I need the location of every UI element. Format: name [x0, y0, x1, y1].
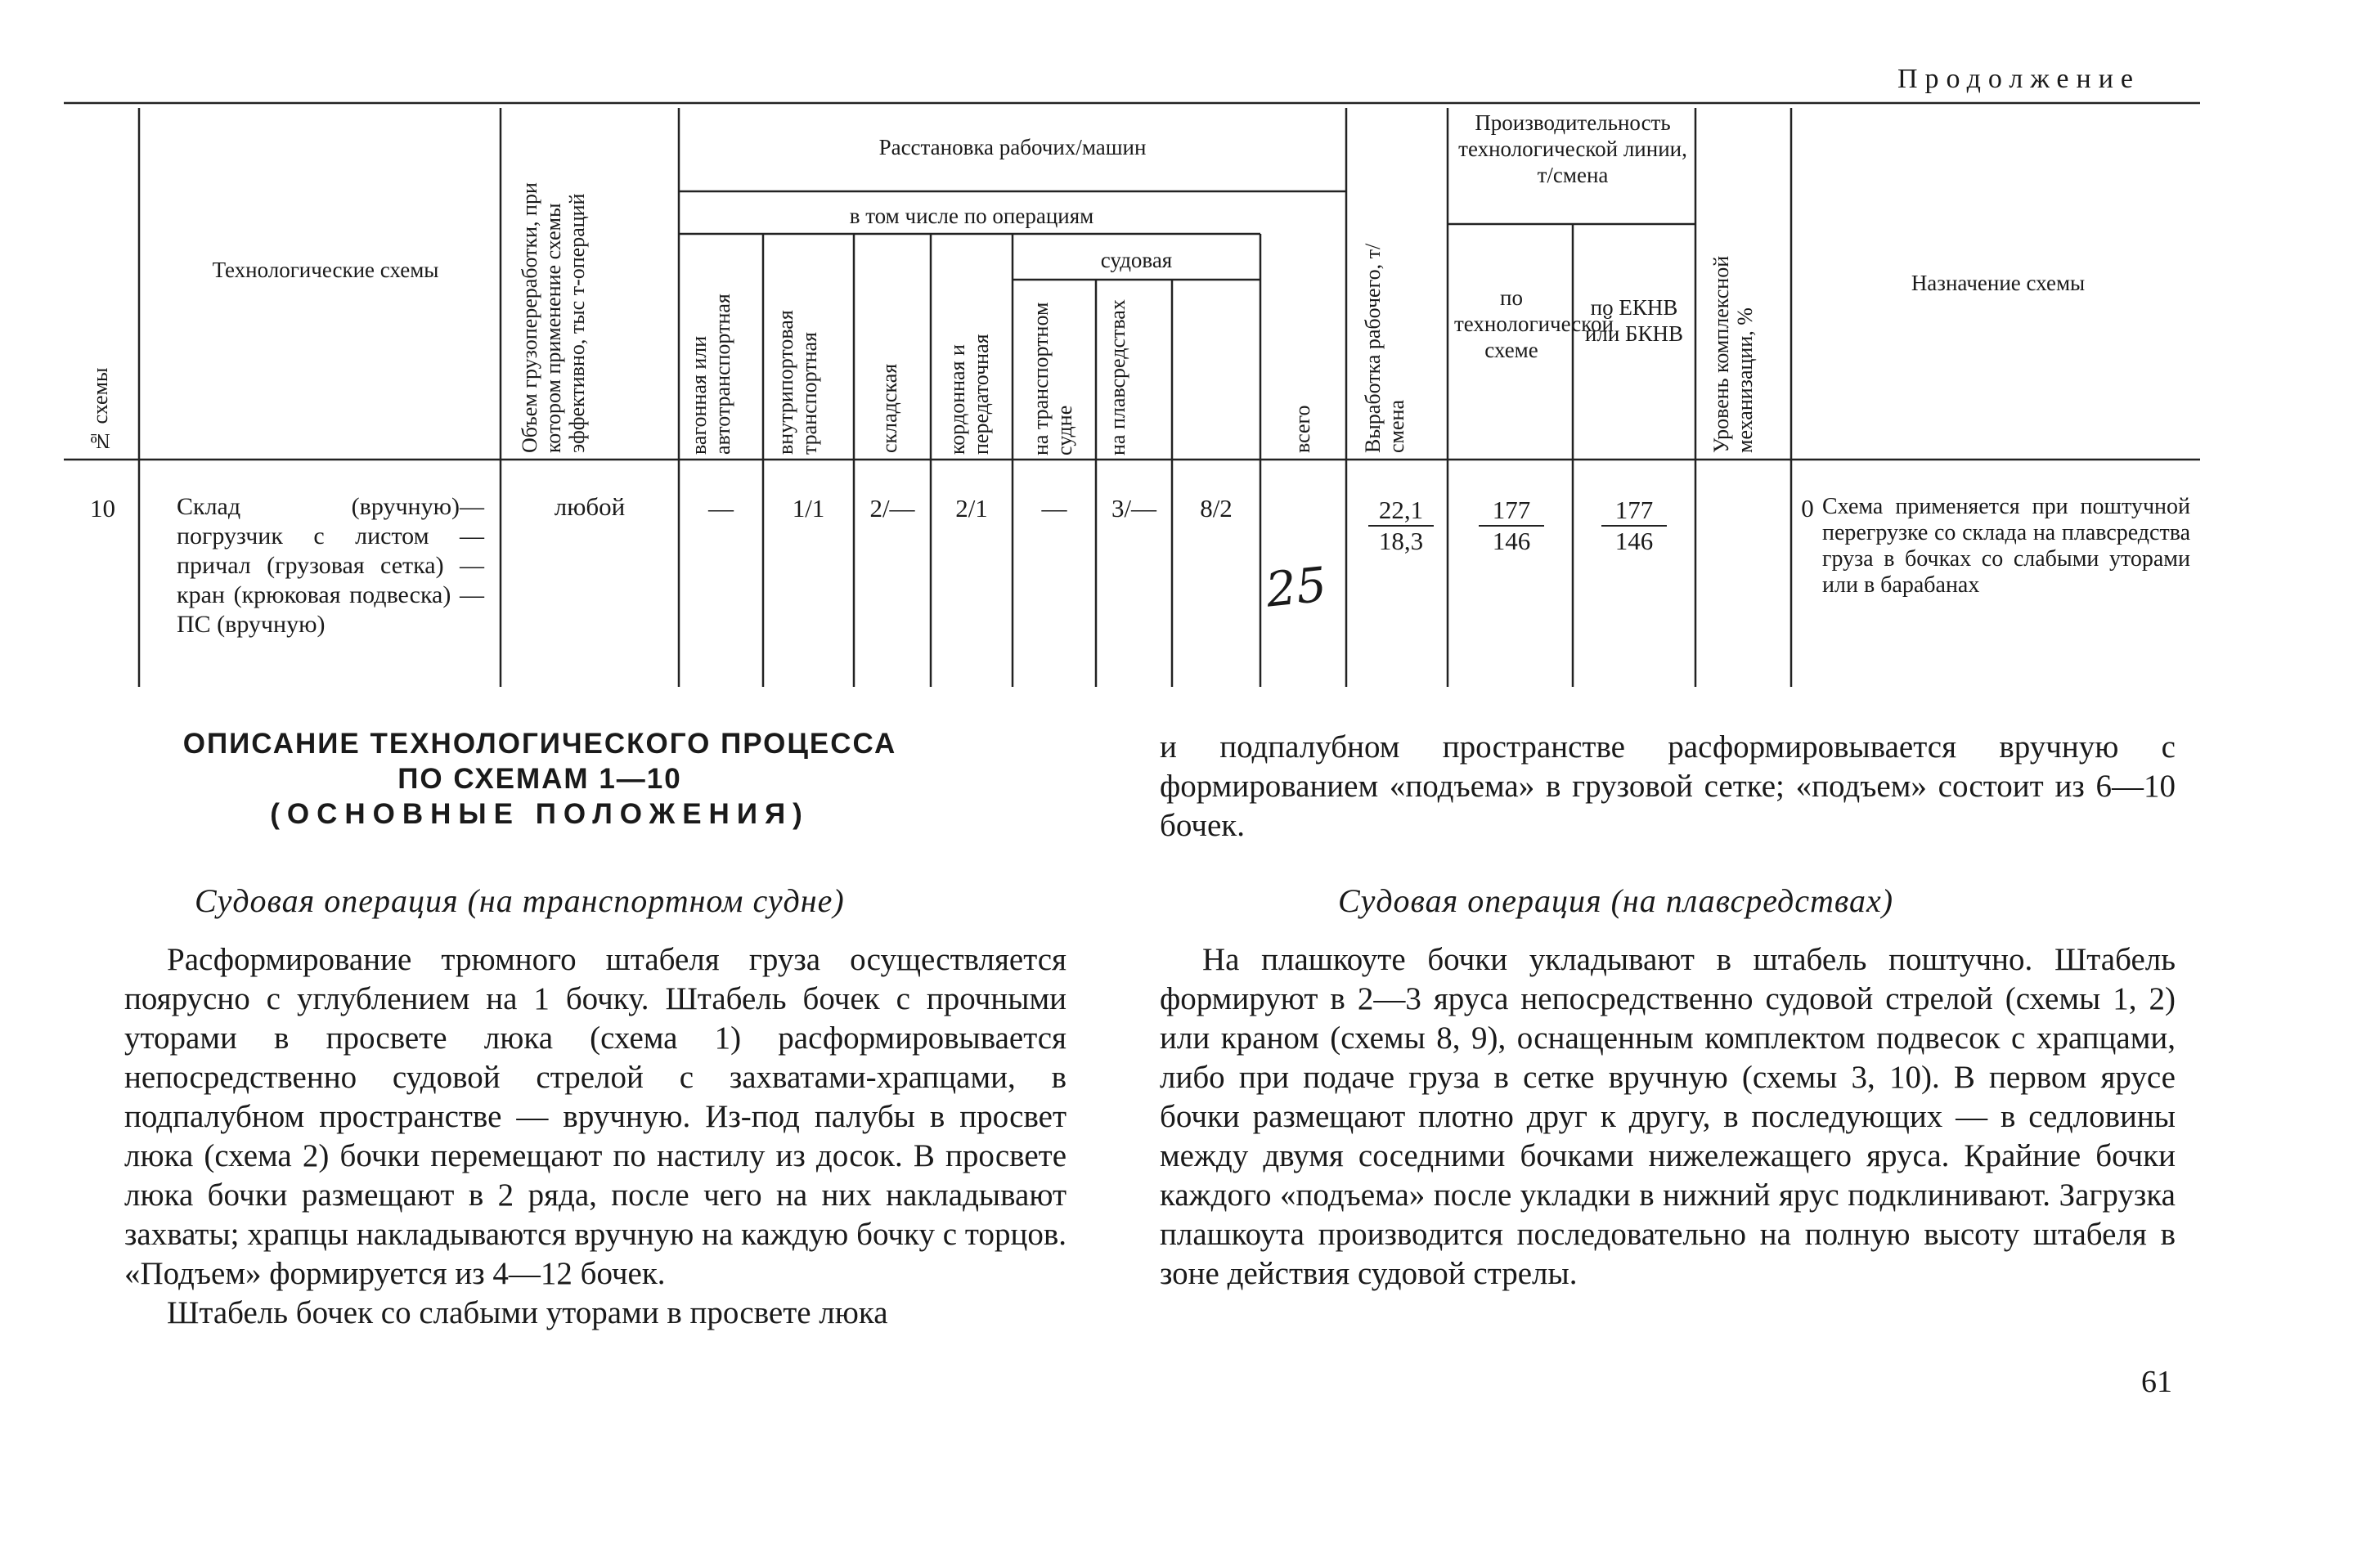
left-paragraph-1: Расформирование трюмного штабеля груза осуществляется поярусно с углублением на 1 бочку. Штабель бочек с прочными уторами в просвете люка (схема 1) расформировывается непосредственно судовой стрелой с захватами-храпцами, в подпалубном пространстве — вручную. Из-под палубы в просвет люка (схема 2) бочки перемещают по настилу из досок. В просвете люка бочки размещают в 2 ряда, после чего на них накладывают захваты; храпцы накладываются вручную на каждую бочку с торцов. «Подъем» формируется из 4—12 бочек. [124, 942, 1067, 1291]
row-scheme-no: 10 [90, 494, 115, 523]
row-warehouse: 2/— [869, 494, 915, 523]
header-productivity: Производительность технологической линии, т/смена [1458, 110, 1687, 187]
header-wagon: вагонная или автотранспортная [687, 294, 734, 455]
heading-line-3: (ОСНОВНЫЕ ПОЛОЖЕНИЯ) [270, 798, 810, 830]
row-ship-transport: — [1041, 494, 1067, 523]
row-internal: 1/1 [792, 494, 825, 523]
row-prod-ekniv: $\frac{177}{146}$ [1601, 496, 1667, 556]
header-ship-group: судовая [1100, 248, 1173, 272]
header-by-ekniv: по ЕКНВ или БКНВ [1584, 295, 1684, 346]
continuation-label: Продолжение [1897, 64, 2141, 94]
left-column-text [124, 940, 1067, 1333]
row-mechanization: 0 [1801, 494, 1814, 523]
header-volume: Объем грузопереработки, при котором применение схемы эффективно, тыс т-операций [518, 182, 589, 453]
right-column-text [1160, 940, 2176, 1294]
row-wagon: — [708, 494, 734, 523]
header-ship-transport: на транспортном судне [1029, 302, 1076, 455]
row-purpose: Схема применяется при поштучной перегрузке со склада на плавсредства груза в бочках со слабыми уторами или в барабанах [1822, 494, 2190, 598]
header-cordon: кордонная и передаточная [945, 334, 993, 455]
header-internal: внутрипортовая транспортная [774, 310, 821, 455]
page-number: 61 [2141, 1365, 2172, 1399]
row-scheme: Склад (вручную)—погрузчик с листом — причал (грузовая сетка) — кран (крюковая подвеска) — ПС (вручную) [177, 493, 484, 638]
row-ship-float: 3/— [1111, 494, 1157, 523]
heading-line-1: ОПИСАНИЕ ТЕХНОЛОГИЧЕСКОГО ПРОЦЕССА [182, 728, 897, 760]
right-column-top [1160, 728, 2176, 846]
header-ship-float: на плавсредствах [1106, 299, 1129, 455]
header-mechanization: Уровень комплексной механизации, % [1709, 255, 1757, 453]
header-placement: Расстановка рабочих/машин [878, 135, 1147, 159]
heading-line-2: ПО СХЕМАМ 1—10 [397, 763, 682, 795]
header-schemes: Технологические схемы [212, 258, 439, 282]
schemes-table [64, 101, 2200, 687]
row-prod-scheme: $\frac{177}{146}$ [1479, 496, 1544, 556]
header-purpose: Назначение схемы [1911, 271, 2086, 295]
header-scheme-no: № схемы [88, 367, 112, 453]
right-paragraph-1: На плашкоуте бочки укладывают в штабель поштучно. Штабель формируют в 2—3 яруса непосредственно судовой стрелой (схемы 1, 2) или краном (схемы 8, 9), оснащенным комплектом подвесок с храпцами, либо при подаче груза в сетке вручную (схемы 3, 10). В первом ярусе бочки размещают плотно друг к другу, в последующих — в седловины между двумя соседними бочками нижележащего яруса. Крайние бочки каждого «подъема» после укладки в нижний ярус подклинивают. Загрузка плашкоута производится последовательно на полную высоту штабеля в зоне действия судовой стрелы. [1160, 942, 2176, 1291]
header-total: всего [1291, 405, 1314, 453]
row-output: $\frac{22,1}{18,3}$ [1368, 496, 1434, 556]
header-by-scheme: по технологической схеме [1454, 285, 1614, 362]
row-volume: любой [554, 492, 626, 521]
header-warehouse: складская [878, 363, 901, 453]
right-subheading: Судовая операция (на плавсредствах) [1338, 882, 1894, 919]
header-output: Выработка рабочего, т/смена [1361, 243, 1408, 453]
left-subheading: Судовая операция (на транспортном судне) [195, 882, 845, 919]
row-cordon: 2/1 [955, 494, 988, 523]
section-heading [131, 726, 949, 832]
header-by-operations: в том числе по операциям [849, 204, 1094, 228]
handwritten-note: 25 [1263, 556, 1330, 618]
left-paragraph-2: Штабель бочек со слабыми уторами в просвете люка [167, 1295, 888, 1330]
row-total: 8/2 [1200, 494, 1233, 523]
right-paragraph-0: и подпалубном пространстве расформировывается вручную с формированием «подъема» в грузовой сетке; «подъем» состоит из 6—10 бочек. [1160, 729, 2176, 843]
